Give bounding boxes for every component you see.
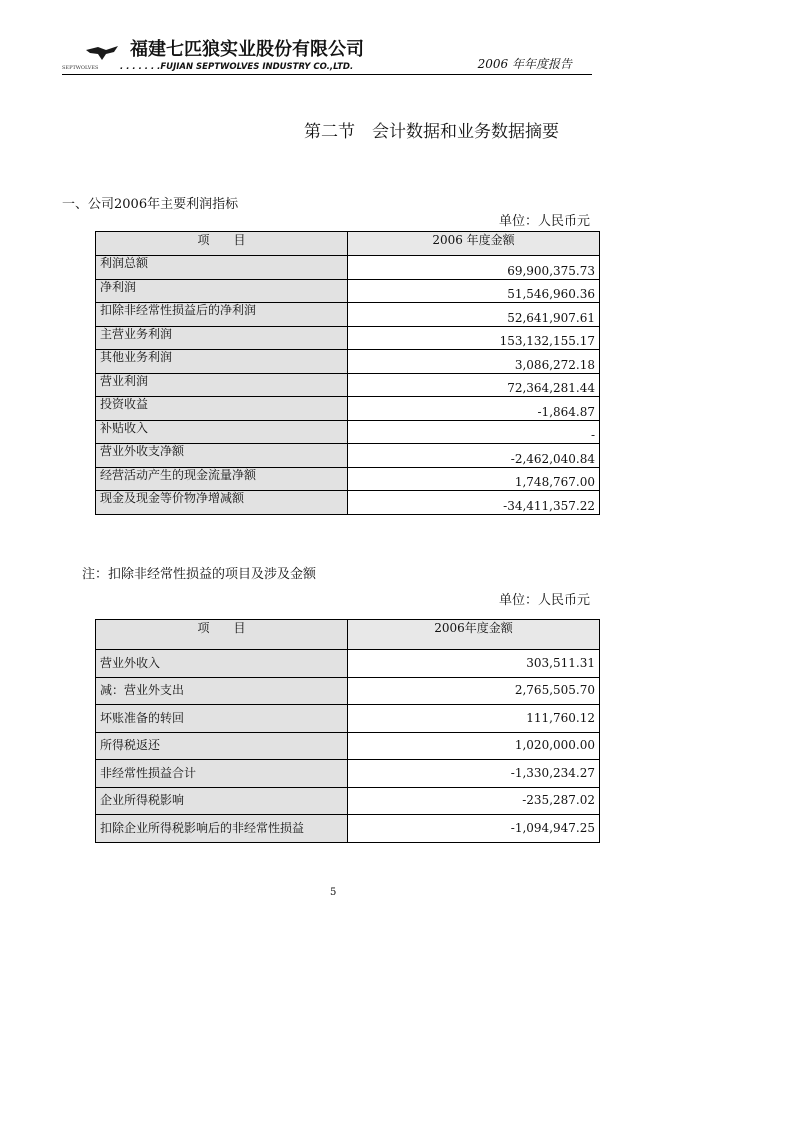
row-value: 1,748,767.00 xyxy=(348,467,600,491)
row-value: -1,864.87 xyxy=(348,397,600,421)
page-number: 5 xyxy=(330,887,337,898)
row-value: -1,330,234.27 xyxy=(348,760,600,788)
table-row xyxy=(96,732,600,760)
row-value: -1,094,947.25 xyxy=(348,815,600,843)
company-name-cn: 福建七匹狼实业股份有限公司 xyxy=(130,39,364,60)
table-row xyxy=(96,397,600,421)
row-label: 经营活动产生的现金流量净额 xyxy=(96,467,348,491)
row-label: 投资收益 xyxy=(96,397,348,421)
table-row xyxy=(96,373,600,397)
col-header-amount: 2006年度金额 xyxy=(348,620,600,650)
row-label: 减：营业外支出 xyxy=(96,677,348,705)
row-label: 坏账准备的转回 xyxy=(96,705,348,733)
row-value: 1,020,000.00 xyxy=(348,732,600,760)
row-label: 利润总额 xyxy=(96,256,348,280)
section1-heading: 一、公司2006年主要利润指标 xyxy=(62,197,239,212)
row-label: 所得税返还 xyxy=(96,732,348,760)
row-label: 扣除企业所得税影响后的非经常性损益 xyxy=(96,815,348,843)
table-row xyxy=(96,350,600,374)
table-row xyxy=(96,815,600,843)
row-label: 净利润 xyxy=(96,279,348,303)
table-row xyxy=(96,326,600,350)
section2-unit: 单位：人民币元 xyxy=(498,593,590,608)
table-row xyxy=(96,760,600,788)
table-row xyxy=(96,467,600,491)
row-value: -34,411,357.22 xyxy=(348,491,600,515)
row-label: 营业利润 xyxy=(96,373,348,397)
row-label: 营业外收入 xyxy=(96,650,348,678)
row-label: 扣除非经常性损益后的净利润 xyxy=(96,303,348,327)
row-value: -235,287.02 xyxy=(348,787,600,815)
table-row xyxy=(96,787,600,815)
row-value: - xyxy=(348,420,600,444)
company-name-en: . . . . . . .FUJIAN SEPTWOLVES INDUSTRY CO.,LTD. xyxy=(120,62,354,72)
row-value: 111,760.12 xyxy=(348,705,600,733)
table-row xyxy=(96,279,600,303)
section-title: 第二节 会计数据和业务数据摘要 xyxy=(304,122,559,142)
table-row xyxy=(96,677,600,705)
row-label: 主营业务利润 xyxy=(96,326,348,350)
non-recurring-items-table xyxy=(95,619,600,843)
row-value: 3,086,272.18 xyxy=(348,350,600,374)
profit-indicators-table xyxy=(95,231,600,515)
section2-heading: 注：扣除非经常性损益的项目及涉及金额 xyxy=(82,567,317,582)
wolf-logo-icon xyxy=(84,44,124,62)
col-header-amount: 2006 年度金额 xyxy=(348,232,600,256)
row-label: 企业所得税影响 xyxy=(96,787,348,815)
col-header-item: 项 目 xyxy=(96,620,348,650)
table-row xyxy=(96,705,600,733)
row-value: 153,132,155.17 xyxy=(348,326,600,350)
col-header-item: 项 目 xyxy=(96,232,348,256)
row-value: 303,511.31 xyxy=(348,650,600,678)
table-row xyxy=(96,444,600,468)
table-row xyxy=(96,420,600,444)
row-value: -2,462,040.84 xyxy=(348,444,600,468)
row-value: 52,641,907.61 xyxy=(348,303,600,327)
logo-text: SEPTWOLVES xyxy=(62,65,99,71)
section1-unit: 单位：人民币元 xyxy=(498,214,590,229)
row-label: 其他业务利润 xyxy=(96,350,348,374)
row-label: 补贴收入 xyxy=(96,420,348,444)
row-label: 现金及现金等价物净增减额 xyxy=(96,491,348,515)
table-row xyxy=(96,303,600,327)
report-title: 2006 年年度报告 xyxy=(477,57,572,71)
row-value: 69,900,375.73 xyxy=(348,256,600,280)
page-header xyxy=(62,39,592,75)
table-row xyxy=(96,491,600,515)
row-label: 营业外收支净额 xyxy=(96,444,348,468)
row-value: 51,546,960.36 xyxy=(348,279,600,303)
row-label: 非经常性损益合计 xyxy=(96,760,348,788)
table-row xyxy=(96,256,600,280)
row-value: 2,765,505.70 xyxy=(348,677,600,705)
row-value: 72,364,281.44 xyxy=(348,373,600,397)
table-row xyxy=(96,650,600,678)
